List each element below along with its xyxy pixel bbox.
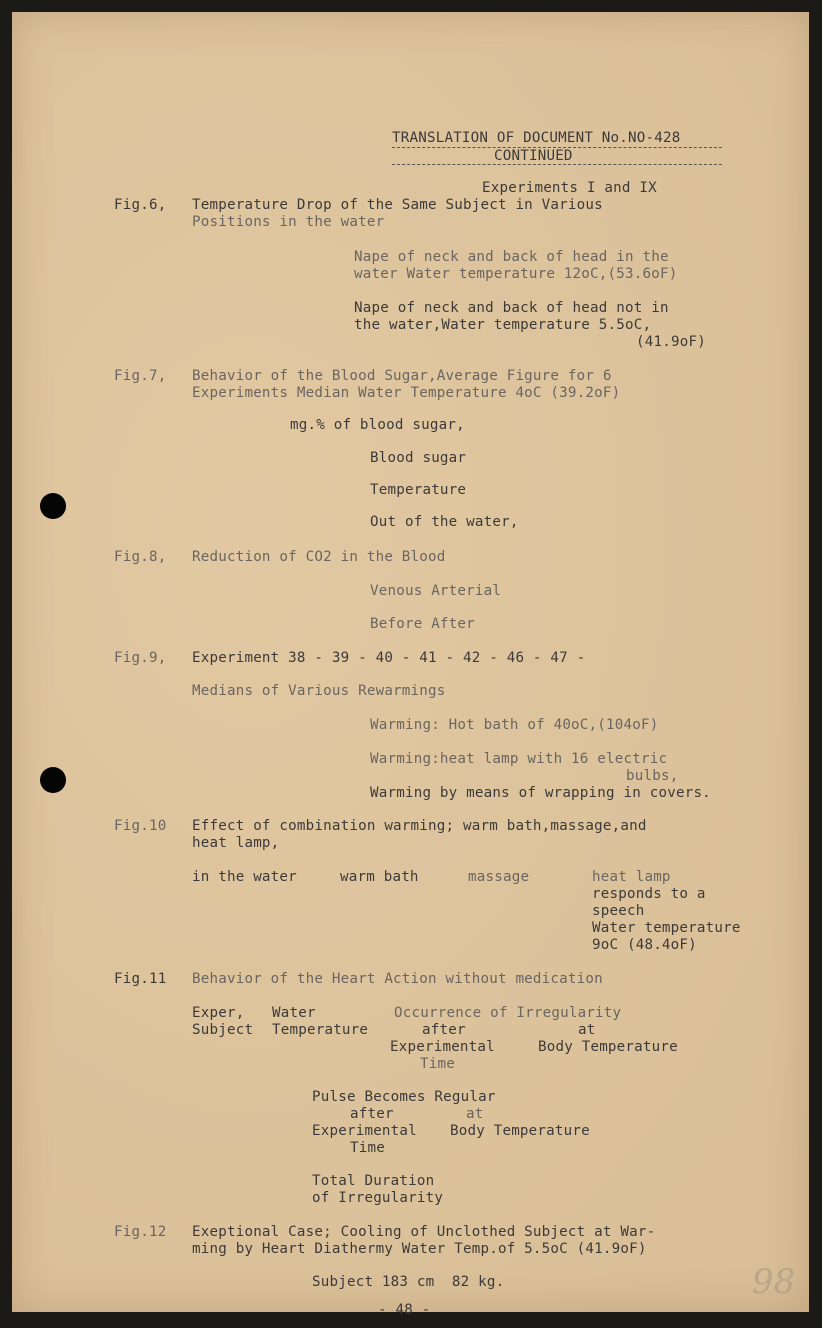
fig6-experiments: Experiments I and IX [482, 180, 657, 196]
fig11-pulse-line1: Pulse Becomes Regular [312, 1089, 496, 1105]
fig10-col4-line5: 9oC (48.4oF) [592, 937, 697, 953]
fig8-legend-before-after: Before After [370, 616, 475, 632]
fig6-caption2-line3: (41.9oF) [636, 334, 706, 350]
fig11-header-water-line2: Temperature [272, 1022, 369, 1038]
fig7-legend-blood-sugar: Blood sugar [370, 450, 467, 466]
fig10-col4-line2: responds to a [592, 886, 706, 902]
fig11-header-after: after [422, 1022, 466, 1038]
fig11-pulse-experimental: Experimental [312, 1123, 417, 1139]
fig12-title-line1: Exeptional Case; Cooling of Unclothed Subject at War- [192, 1224, 656, 1240]
continued-underline [392, 164, 722, 165]
continued-label: CONTINUED [494, 148, 573, 164]
fig9-legend-hot-bath: Warming: Hot bath of 40oC,(104oF) [370, 717, 659, 733]
fig9-label: Fig.9, [114, 650, 167, 666]
fig8-title: Reduction of CO2 in the Blood [192, 549, 446, 565]
fig11-header-exper-line1: Exper, [192, 1005, 245, 1021]
fig12-subject: Subject 183 cm 82 kg. [312, 1274, 505, 1290]
punch-hole-bottom [40, 767, 66, 793]
fig9-subtitle: Medians of Various Rewarmings [192, 683, 446, 699]
fig7-title-line2: Experiments Median Water Temperature 4oC (39.2oF) [192, 385, 621, 401]
fig10-title-line1: Effect of combination warming; warm bath,massage,and [192, 818, 647, 834]
fig9-legend-heat-lamp-line1: Warming:heat lamp with 16 electric [370, 751, 668, 767]
fig12-title-line2: ming by Heart Diathermy Water Temp.of 5.5oC (41.9oF) [192, 1241, 647, 1257]
fig9-title: Experiment 38 - 39 - 40 - 41 - 42 - 46 - 47 - [192, 650, 586, 666]
fig10-label: Fig.10 [114, 818, 167, 834]
fig10-col4-line3: speech [592, 903, 645, 919]
document-page [12, 12, 809, 1318]
fig6-title-line1: Temperature Drop of the Same Subject in Various [192, 197, 603, 213]
fig11-pulse-after: after [350, 1106, 394, 1122]
fig11-pulse-at: at [466, 1106, 484, 1122]
fig8-label: Fig.8, [114, 549, 167, 565]
fig7-axis-label: mg.% of blood sugar, [290, 417, 465, 433]
fig11-of-irregularity: of Irregularity [312, 1190, 444, 1206]
fig11-total-duration: Total Duration [312, 1173, 435, 1189]
fig7-label: Fig.7, [114, 368, 167, 384]
fig11-header-time: Time [420, 1056, 455, 1072]
fig6-label: Fig.6, [114, 197, 167, 213]
fig10-col-warm-bath: warm bath [340, 869, 419, 885]
page-number: - 48 - [378, 1302, 431, 1318]
fig9-legend-heat-lamp-line2: bulbs, [626, 768, 679, 784]
fig11-header-water-line1: Water [272, 1005, 316, 1021]
fig8-legend-venous-arterial: Venous Arterial [370, 583, 502, 599]
fig9-legend-wrapping: Warming by means of wrapping in covers. [370, 785, 711, 801]
fig10-col4-line4: Water temperature [592, 920, 741, 936]
fig6-caption1-line2: water Water temperature 12oC,(53.6oF) [354, 266, 678, 282]
fig11-header-body-temperature: Body Temperature [538, 1039, 678, 1055]
fig6-caption2-line1: Nape of neck and back of head not in [354, 300, 669, 316]
fig6-title-line2: Positions in the water [192, 214, 385, 230]
fig11-header-experimental: Experimental [390, 1039, 495, 1055]
fig11-pulse-body-temperature: Body Temperature [450, 1123, 590, 1139]
fig6-caption1-line1: Nape of neck and back of head in the [354, 249, 669, 265]
fig11-title: Behavior of the Heart Action without medication [192, 971, 603, 987]
fig10-col-in-water: in the water [192, 869, 297, 885]
punch-hole-top [40, 493, 66, 519]
fig10-col-massage: massage [468, 869, 530, 885]
fig6-caption2-line2: the water,Water temperature 5.5oC, [354, 317, 652, 333]
fig7-legend-out-of-water: Out of the water, [370, 514, 519, 530]
document-title: TRANSLATION OF DOCUMENT No.NO-428 [392, 130, 681, 146]
fig11-header-at: at [578, 1022, 596, 1038]
fig11-label: Fig.11 [114, 971, 167, 987]
fig11-header-exper-line2: Subject [192, 1022, 254, 1038]
fig7-legend-temperature: Temperature [370, 482, 467, 498]
fig10-title-line2: heat lamp, [192, 835, 280, 851]
fig10-col4-line1: heat lamp [592, 869, 671, 885]
fig12-label: Fig.12 [114, 1224, 167, 1240]
fig11-header-occurrence: Occurrence of Irregularity [394, 1005, 622, 1021]
fig7-title-line1: Behavior of the Blood Sugar,Average Figure for 6 [192, 368, 612, 384]
pencil-annotation: 98 [752, 1262, 796, 1302]
fig11-pulse-time: Time [350, 1140, 385, 1156]
